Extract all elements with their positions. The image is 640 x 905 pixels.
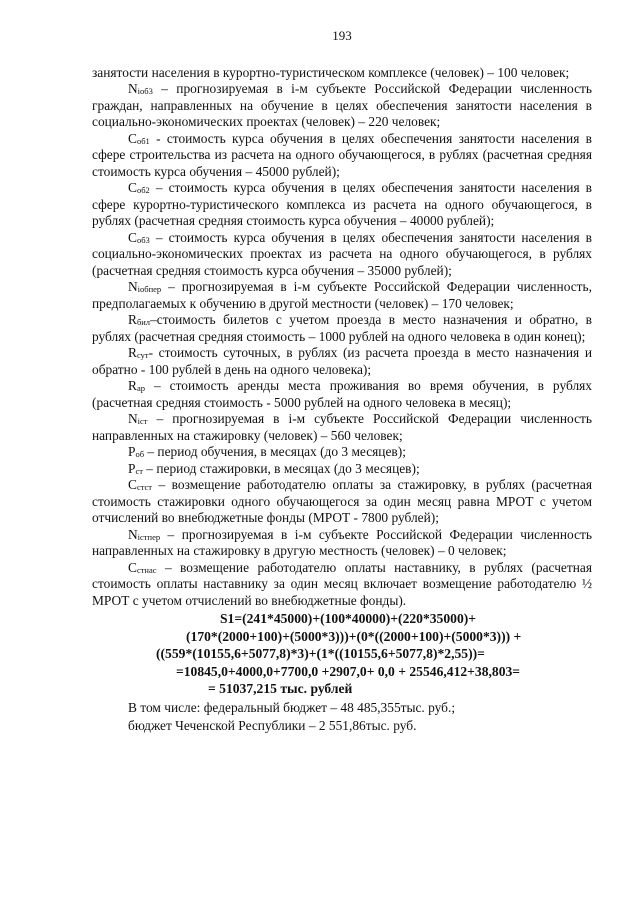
definition-R-sut: $R_{сут}-$ стоимость суточных, в рублях (из расчета проезда в место назначения и обратно - 100 рублей в день на одного человека); [92, 345, 592, 377]
definition-C-ob1: $C_{об1}$ - стоимость курса обучения в целях обеспечения занятости населения в сфере строительства из расчета на одного обучающегося, в рублях (расчетная средняя стоимость курса обучения – 45000 рублей); [92, 130, 592, 179]
formula-line: (170*(2000+100)+(5000*3)))+(0*((2000+100)+(5000*3))) + [186, 628, 522, 644]
definition-C-stst: $C_{стст}$ – возмещение работодателю оплаты за стажировку, в рублях (расчетная стоимость стажировки одного обучающегося за один месяц равна МРОТ с учетом отчислений во внебюджетные фонды (МРОТ - 7800 рублей); [92, 477, 592, 525]
definition-N-iobper: $N_{iобпер}$ – прогнозируемая в i-м субъекте Российской Федерации численность, предполагаемых к обучению в другой местности (человек) – 170 человек; [92, 279, 592, 311]
formula-line: S1=(241*45000)+(100*40000)+(220*35000)+ [220, 611, 477, 626]
definition-P-st: $P_{ст}$ – период стажировки, в месяцах (до 3 месяцев); [128, 460, 420, 476]
calculation-formula [92, 610, 592, 698]
formula-result: = 51037,215 тыс. рублей [208, 681, 353, 696]
regional-budget-line: бюджет Чеченской Республики – 2 551,86тыс. руб. [128, 718, 417, 733]
federal-budget-line: В том числе: федеральный бюджет – 48 485,355тыс. руб.; [128, 699, 456, 715]
definitions-list [92, 65, 592, 610]
definition-C-stnas: $C_{стнас}$ – возмещение работодателю оплаты наставнику, в рублях (расчетная стоимость оплаты наставнику за один месяц включает возмещение работодателю ½ МРОТ с учетом отчислений во внебюджетные фонды). [92, 559, 592, 608]
budget-breakdown [92, 700, 592, 735]
definition-R-ar: $R_{ар}$ – стоимость аренды места проживания во время обучения, в рублях (расчетная средняя стоимость - 5000 рублей на одного человека в месяц); [92, 378, 592, 410]
definition-P-ob: $P_{об}$ – период обучения, в месяцах (до 3 месяцев); [128, 444, 406, 459]
formula-line: =10845,0+4000,0+7700,0 +2907,0+ 0,0 + 25546,412+38,803= [176, 663, 521, 679]
definition-C-ob2: $C_{об2}$ – стоимость курса обучения в целях обеспечения занятости населения в сфере курортно-туристического комплекса из расчета на одного обучающегося, в рублях (расчетная средняя стоимость курса обучения – 40000 рублей); [92, 180, 592, 228]
definition-C-ob3: $C_{об3}$ – стоимость курса обучения в целях обеспечения занятости населения в социально-экономических проектах из расчета на одного обучающегося, в рублях (расчетная средняя стоимость курса обучения – 35000 рублей); [92, 229, 592, 278]
definition-R-bil: $R_{бил}$–стоимость билетов с учетом проезда в место назначения и обратно, в рублях (расчетная средняя стоимость – 1000 рублей на одного человека в один конец); [92, 312, 592, 344]
page-number: 193 [332, 28, 352, 43]
formula-line: ((559*(10155,6+5077,8)*3)+(1*((10155,6+5077,8)*2,55))= [156, 646, 485, 661]
definition-N-iob3: $N_{iоб3}$ – прогнозируемая в i-м субъекте Российской Федерации численность граждан, направленных на обучение в целях обеспечения занятости населения в социально-экономических проектах (человек) – 220 человек; [92, 81, 592, 129]
document-page [92, 28, 592, 735]
paragraph-continuation: занятости населения в курортно-туристическом комплексе (человек) – 100 человек; [92, 64, 570, 80]
definition-N-ist: $N_{iст}$ – прогнозируемая в i-м субъекте Российской Федерации численность направленных на стажировку (человек) – 560 человек; [92, 411, 592, 443]
definition-N-istper: $N_{iстпер}$ – прогнозируемая в i-м субъекте Российской Федерации численность направленных на стажировку в другую местность (человек) – 0 человек; [92, 526, 592, 558]
